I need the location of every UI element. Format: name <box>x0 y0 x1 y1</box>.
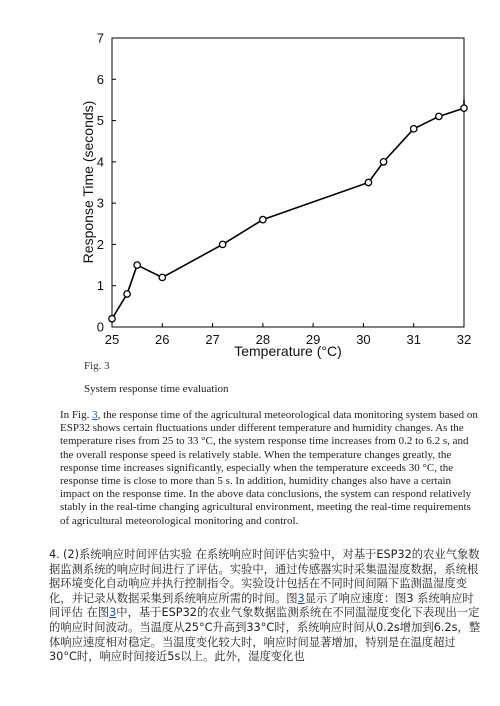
data-point-marker <box>124 291 130 297</box>
chinese-text-part2: 显示了响应速度：图3 系统响应时间评估 在图 <box>49 591 474 620</box>
x-tick-label: 31 <box>406 332 421 347</box>
figure-reference-link-1[interactable]: 3 <box>297 591 305 605</box>
x-tick-label: 30 <box>356 332 371 347</box>
response-time-chart <box>60 20 500 365</box>
y-tick-label: 2 <box>96 236 104 252</box>
data-point-marker <box>380 159 386 165</box>
data-point-marker <box>436 113 442 119</box>
english-text-body: , the response time of the agricultural meteorological data monitoring system based on ESP32 shows certain fluctuations under different temperature and humidity changes. As the temperature rises from 25 to 33 °C, the system response time increases from 0.2 to 6.2 s, and the overall response speed is relatively stable. When the temperature changes greatly, the response time increases significantly, especially when the temperature exceeds 30 °C, the response time is close to more than 5 s. In addition, humidity changes also have a certain impact on the response time. In the above data conclusions, the system can respond relatively stably in the real-time changing agricultural environment, meeting the real-time requirements of agricultural meteorological monitoring and control. <box>60 409 478 527</box>
x-tick-label: 26 <box>155 332 170 347</box>
data-point-marker <box>134 262 140 268</box>
y-tick-label: 4 <box>96 154 104 170</box>
figure-caption: System response time evaluation <box>84 383 229 395</box>
data-point-marker <box>365 179 371 185</box>
chinese-text-part1: (2)系统响应时间评估实验 在系统响应时间评估实验中，对基于ESP32的农业气象数据监测系统的响应时间进行了评估。实验中，通过传感器实时采集温湿度数据，系统根据环境变化自动响应并执行控制指令。实验设计包括在不同时间间隔下监测温湿度变化，并记录从数据采集到系统响应所需的时间。图 <box>49 548 480 605</box>
y-axis-label: Response Time (seconds) <box>80 100 96 264</box>
figure-label: Fig. 3 <box>84 360 110 372</box>
data-point-marker <box>260 216 266 222</box>
x-axis-label: Temperature (°C) <box>234 343 342 359</box>
y-tick-label: 1 <box>96 278 104 294</box>
x-tick-label: 27 <box>205 332 220 347</box>
chinese-paragraph <box>49 548 481 665</box>
data-point-marker <box>159 274 165 280</box>
figure-reference-link-2[interactable]: 3 <box>109 606 117 620</box>
data-point-marker <box>461 105 467 111</box>
data-point-marker <box>109 316 115 322</box>
x-tick-label: 28 <box>255 332 271 347</box>
x-tick-label: 29 <box>305 332 321 347</box>
figure-reference-link[interactable]: 3 <box>92 409 98 421</box>
data-point-marker <box>411 126 417 132</box>
english-text-pre: In Fig. <box>60 409 93 421</box>
series-line <box>112 100 464 319</box>
data-point-marker <box>219 241 225 247</box>
x-tick-label: 32 <box>456 332 472 347</box>
y-tick-label: 6 <box>96 71 104 87</box>
y-axis-ticks <box>97 31 116 335</box>
chinese-text-part3: 中，基于ESP32的农业气象数据监测系统在不同温湿度变化下表现出一定的响应时间波动。当温度从25°C升高到33°C时，系统响应时间从0.2s增加到6.2s，整体响应速度相对稳定。当温度变化较大时，响应时间显著增加，特别是在温度超过30°C时，响应时间接近5s以上。此外，湿度变化也 <box>49 606 481 664</box>
y-tick-label: 3 <box>96 195 104 211</box>
y-tick-label: 0 <box>96 319 104 335</box>
plot-frame <box>112 38 464 327</box>
x-tick-label: 25 <box>104 332 120 347</box>
y-tick-label: 7 <box>96 30 104 46</box>
y-tick-label: 5 <box>96 113 104 129</box>
list-number: 4. <box>49 548 60 561</box>
english-paragraph <box>60 409 480 528</box>
series-markers <box>109 105 467 322</box>
